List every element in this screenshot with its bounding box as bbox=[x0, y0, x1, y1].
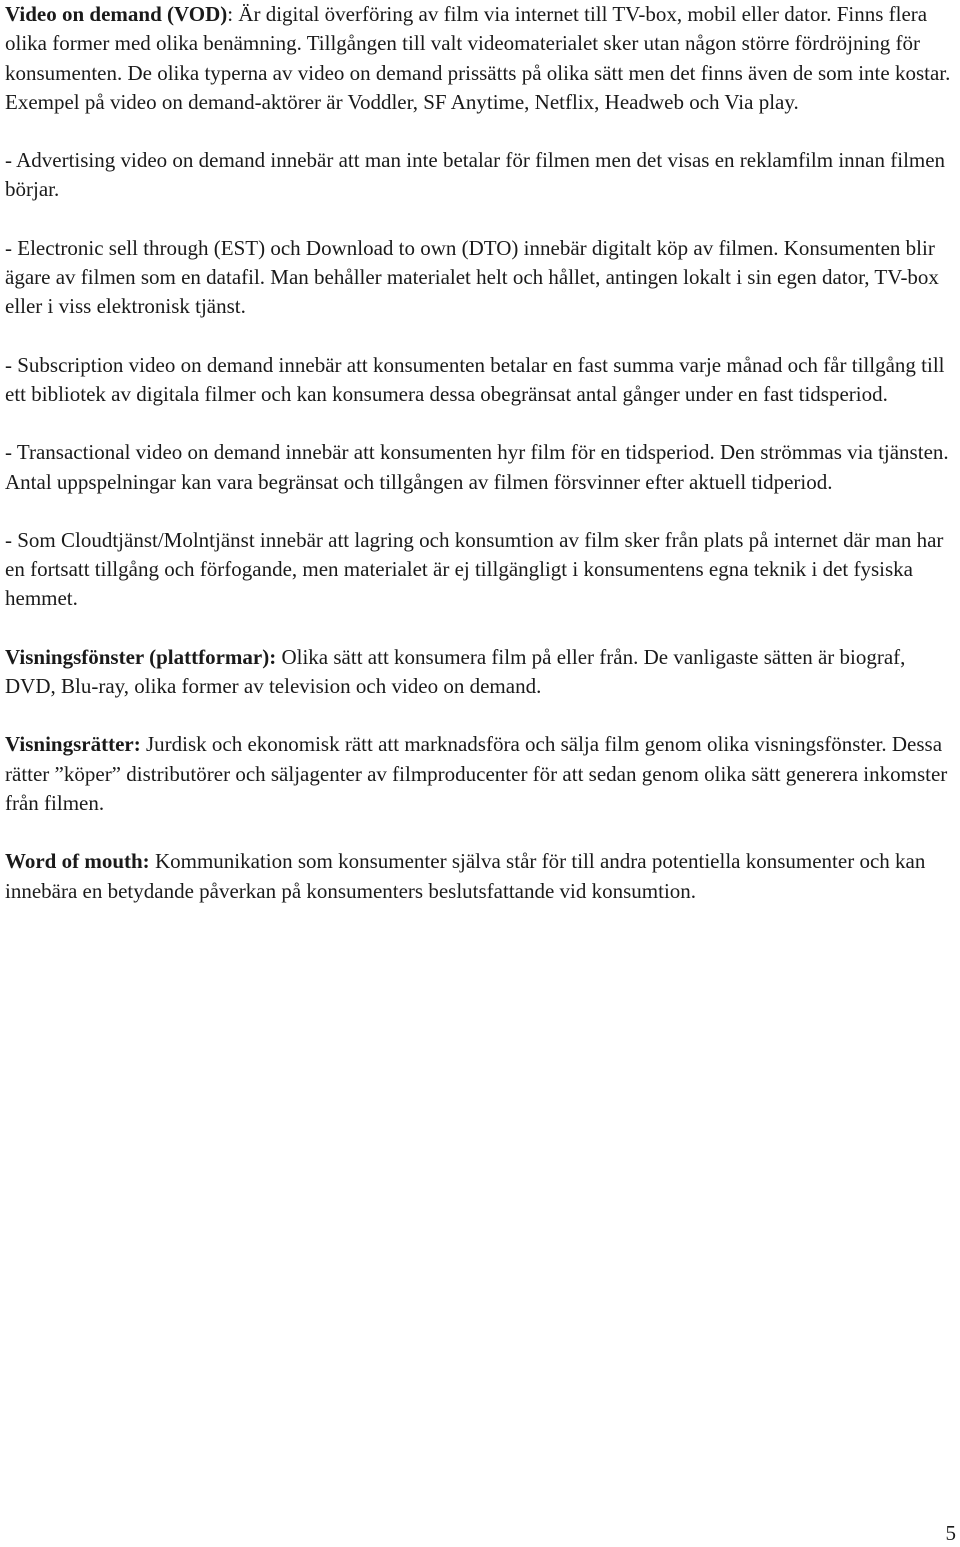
paragraph-subscription-vod bbox=[5, 351, 955, 410]
definition-word-of-mouth: Kommunikation som konsumenter själva står för till andra potentiella konsumenter och kan innebära en betydande påverkan på konsumenters beslutsfattande vid konsumtion. bbox=[5, 849, 926, 903]
paragraph-cloud-service bbox=[5, 526, 955, 614]
term-visningsratter: Visningsrätter: bbox=[5, 732, 141, 757]
term-visningsfonster: Visningsfönster (plattformar): bbox=[5, 644, 277, 669]
definition-visningsratter: Jurdisk och ekonomisk rätt att marknadsföra och sälja film genom olika visningsfönster. Dessa rätter ”köper” distributörer och säljagenter av filmproducenter för att sedan genom olika sätt generera inkomster från filmen. bbox=[5, 732, 948, 815]
definition-visningsfonster: Olika sätt att konsumera film på eller från. De vanligaste sätten är biograf, DVD, Blu-ray, olika former av television och video on demand. bbox=[5, 644, 906, 699]
page-number: 5 bbox=[945, 1521, 956, 1545]
document-body bbox=[5, 0, 955, 935]
text-transactional-vod: - Transactional video on demand innebär att konsumenten hyr film för en tidsperiod. Den strömmas via tjänsten. Antal uppspelningar kan vara begränsat och tillgången av filmen försvinner efter aktuell tidperiod. bbox=[5, 440, 949, 494]
paragraph-visningsfonster bbox=[5, 643, 955, 702]
definition-video-on-demand: : Är digital överföring av film via internet till TV-box, mobil eller dator. Finns flera olika former med olika benämning. Tillgången till valt videomaterialet sker utan någon större fördröjning för konsumenten. De olika typerna av video on demand prissätts på olika sätt men det finns även de som inte kostar. Exempel på video on demand-aktörer är Voddler, SF Anytime, Netflix, Headweb och Via play. bbox=[5, 2, 951, 114]
paragraph-visningsratter bbox=[5, 730, 955, 818]
paragraph-vod-definition bbox=[5, 0, 955, 117]
paragraph-transactional-vod bbox=[5, 438, 955, 497]
term-word-of-mouth: Word of mouth: bbox=[5, 849, 150, 874]
text-subscription-vod: - Subscription video on demand innebär att konsumenten betalar en fast summa varje månad och får tillgång till ett bibliotek av digitala filmer och kan konsumera dessa obegränsat antal gånger under en fast tidsperiod. bbox=[5, 352, 945, 406]
paragraph-advertising-vod bbox=[5, 146, 955, 205]
paragraph-electronic-sell-through bbox=[5, 234, 955, 322]
paragraph-word-of-mouth bbox=[5, 847, 955, 906]
term-video-on-demand: Video on demand (VOD) bbox=[5, 2, 228, 26]
text-advertising-vod: - Advertising video on demand innebär att man inte betalar för filmen men det visas en reklamfilm innan filmen börjar. bbox=[5, 148, 946, 202]
text-electronic-sell-through: - Electronic sell through (EST) och Download to own (DTO) innebär digitalt köp av filmen. Konsumenten blir ägare av filmen som en datafil. Man behåller materialet helt och hållet, antingen lokalt i sin egen dator, TV-box eller i viss elektronisk tjänst. bbox=[5, 235, 939, 319]
text-cloud-service: - Som Cloudtjänst/Molntjänst innebär att lagring och konsumtion av film sker från plats på internet där man har en fortsatt tillgång och förfogande, men materialet är ej tillgängligt i konsumentens egna teknik i det fysiska hemmet. bbox=[5, 527, 944, 611]
